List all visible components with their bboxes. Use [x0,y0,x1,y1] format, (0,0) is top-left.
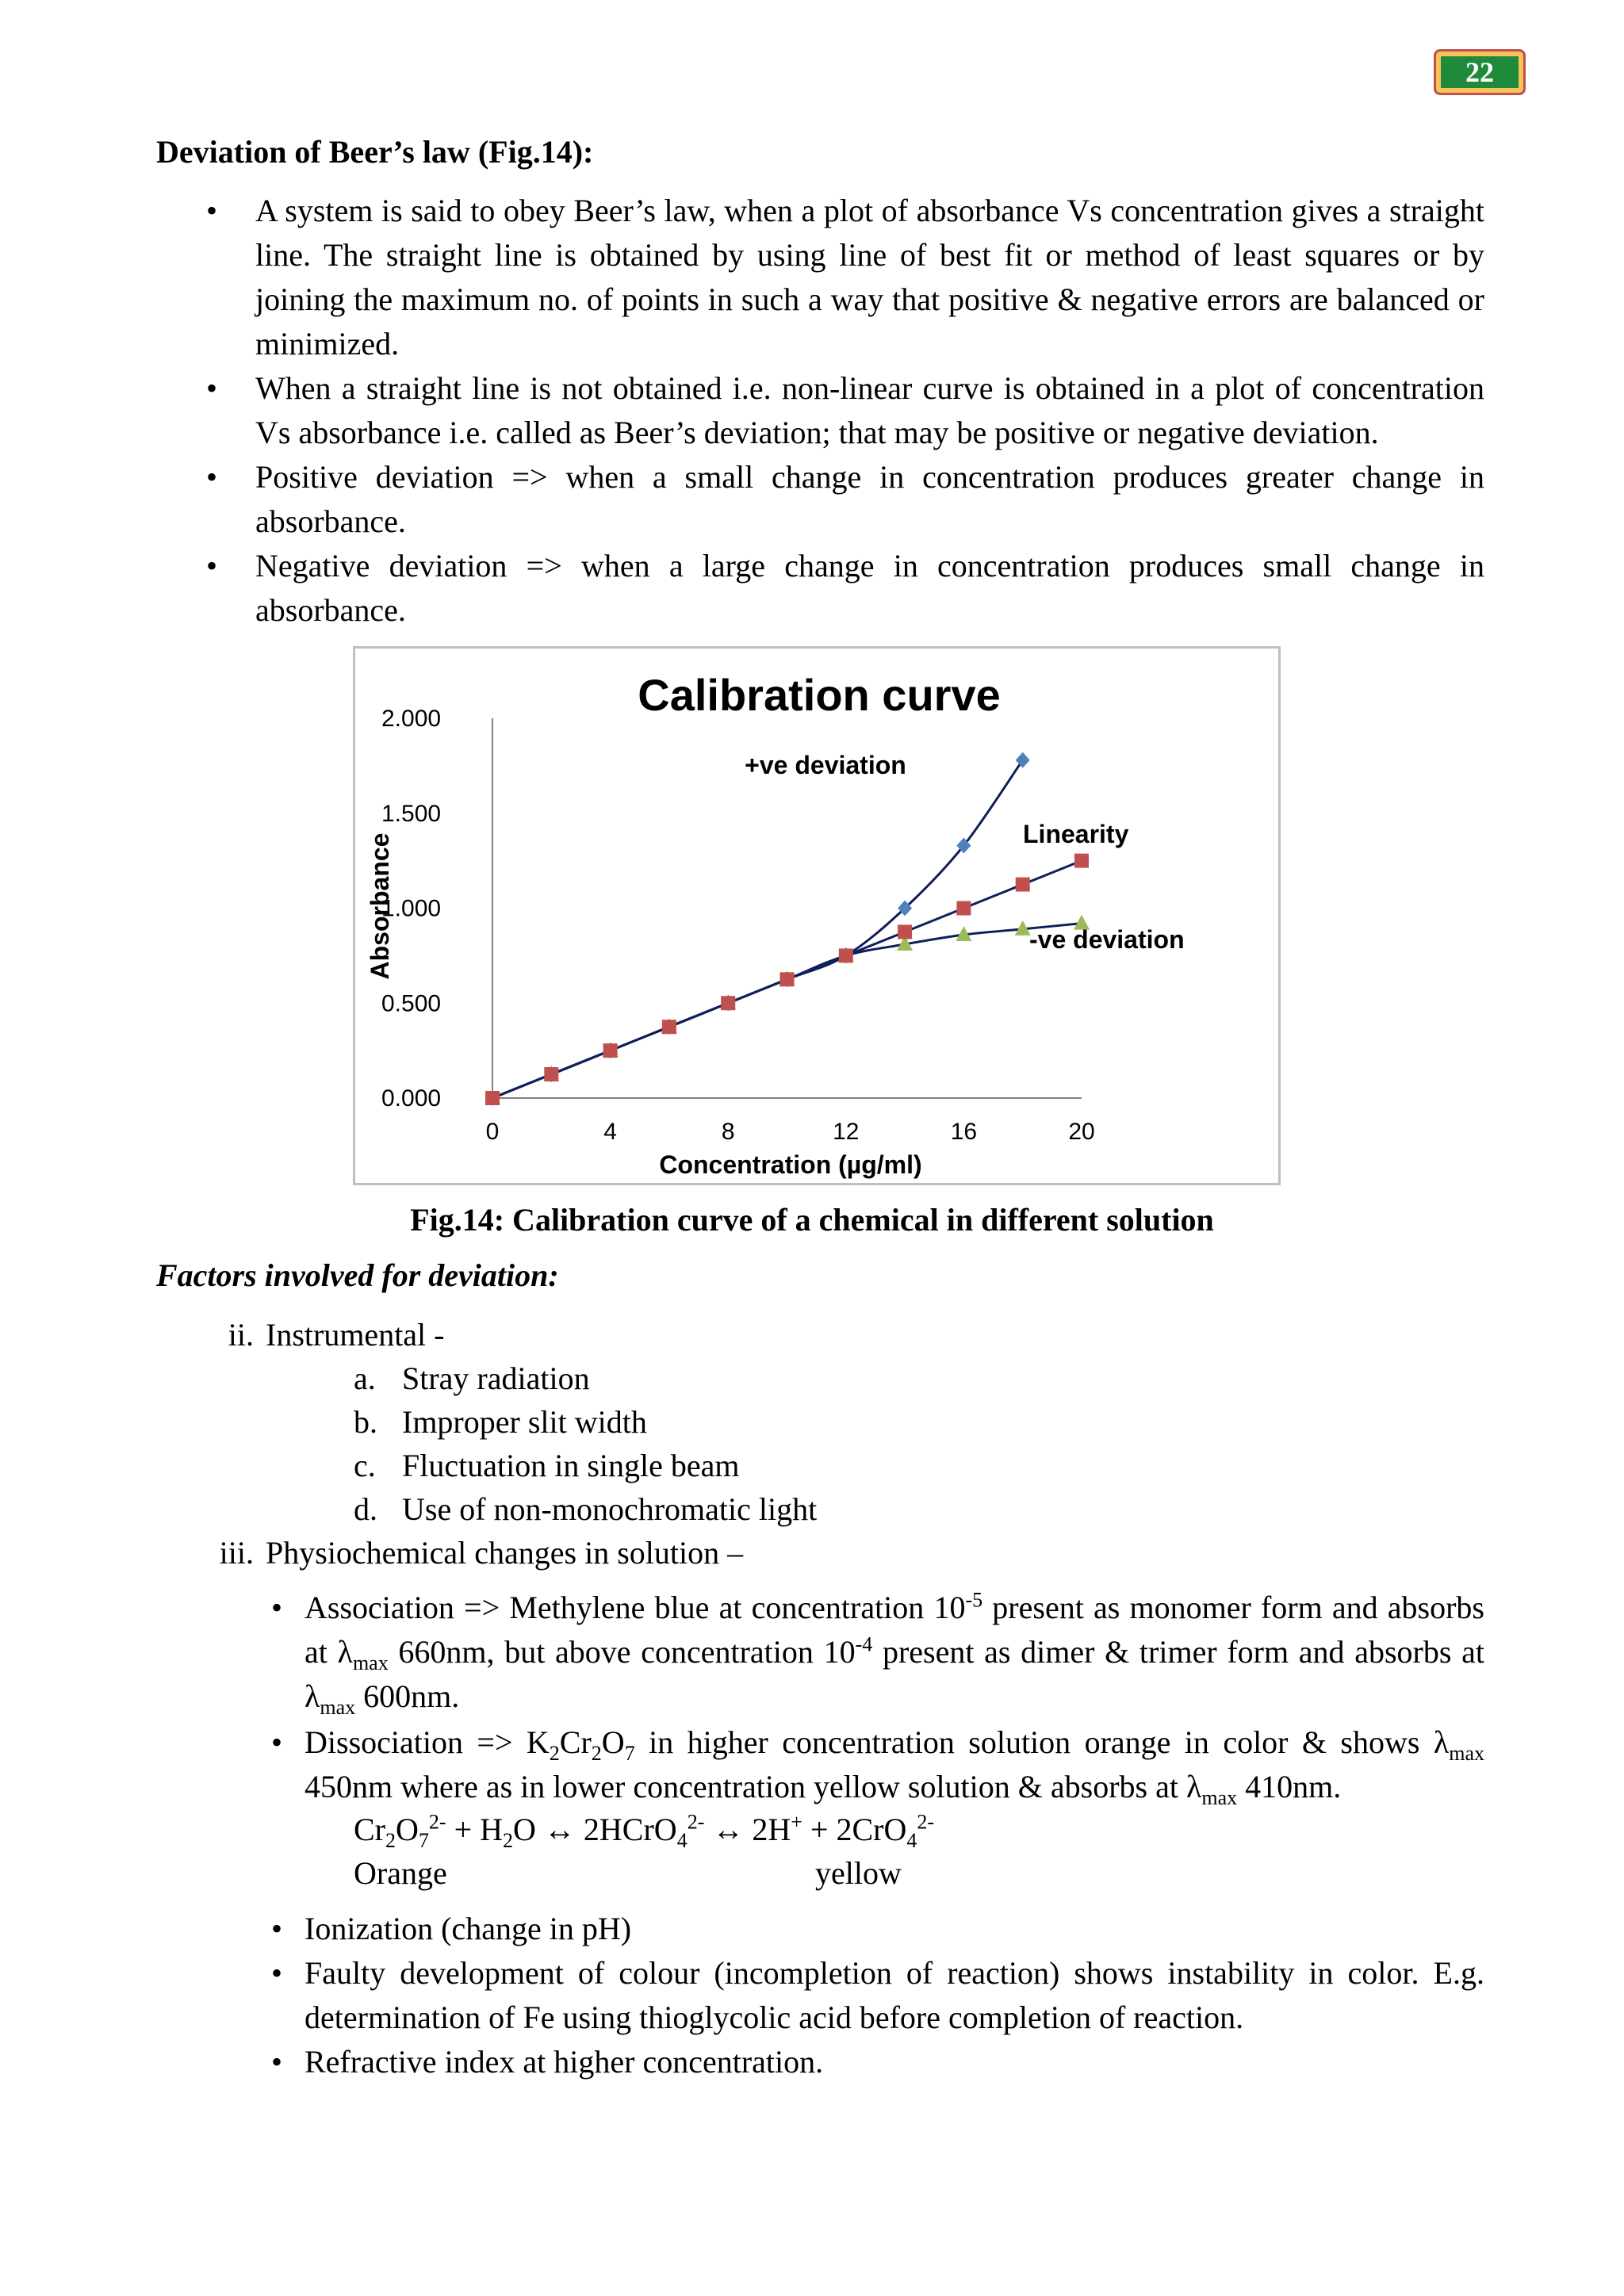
annotation-negative-deviation: -ve deviation [1029,925,1185,954]
page-number: 22 [1441,56,1519,88]
annotation-positive-deviation: +ve deviation [745,751,906,779]
calibration-chart-frame [353,646,1281,1185]
list-item: d. Use of non-monochromatic light [354,1491,818,1527]
yellow-label: yellow [815,1855,902,1891]
orange-label: Orange [354,1855,447,1891]
data-point-linearity [721,996,735,1010]
list-item: c. Fluctuation in single beam [354,1448,740,1483]
page-number-badge [1434,49,1526,95]
series-line [492,924,1082,1098]
list-label: Instrumental - [266,1317,445,1353]
x-tick-label: 8 [721,1119,735,1145]
y-tick-label: 0.500 [381,990,442,1017]
bullet-item: • A system is said to obey Beer’s law, when a plot of absorbance Vs concentration gives a straight line. The straight line is obtained by using line of best fit or method of least squares or by joining the maximum no. of points in such a way that positive & negative errors are balanced or minimized. [206,189,1484,366]
series-line [492,760,1023,1098]
bullet-item: • Negative deviation => when a large change in concentration produces small change in absorbance. [206,544,1484,633]
physiochemical-list [271,1586,1484,1809]
chart-title: Calibration curve [638,670,1001,720]
list-number: ii. [228,1317,254,1353]
data-point-linearity [485,1091,500,1105]
list-item: b. Improper slit width [354,1404,647,1440]
physiochemical-list-continued [271,1907,1484,2084]
chart-curves [492,760,1082,1098]
data-point-linearity [544,1067,558,1081]
y-tick-label: 2.000 [381,706,442,732]
bullet-item: • Refractive index at higher concentration. [271,2040,1484,2084]
figure-caption: Fig.14: Calibration curve of a chemical in different solution [410,1202,1214,1238]
bullet-item: • Positive deviation => when a small change in concentration produces greater change in absorbance. [206,455,1484,544]
calibration-chart [355,649,1278,1183]
data-point-linearity [780,972,795,986]
chart-ticks [381,706,1095,1145]
x-tick-label: 20 [1068,1119,1095,1145]
data-point-linearity [603,1043,618,1058]
list-item: a. Stray radiation [354,1360,590,1396]
data-point-linearity [1074,854,1089,868]
list-number: iii. [219,1535,254,1571]
x-axis-label: Concentration (µg/ml) [659,1150,922,1179]
list-item-physiochemical [201,1531,743,1575]
y-tick-label: 1.500 [381,800,442,827]
list-label: Physiochemical changes in solution – [266,1535,744,1571]
data-point-linearity [662,1020,676,1034]
x-tick-label: 16 [950,1119,978,1145]
bullet-item: • When a straight line is not obtained i.e. non-linear curve is obtained in a plot of concentration Vs absorbance i.e. called as Beer’s deviation; that may be positive or negative deviation. [206,366,1484,455]
bullet-item: • Faulty development of colour (incompletion of reaction) shows instability in color. E.g. determination of Fe using thioglycolic acid before completion of reaction. [271,1951,1484,2040]
data-point-linearity [898,924,912,939]
bullet-item: • Ionization (change in pH) [271,1907,1484,1951]
y-tick-label: 1.000 [381,895,442,922]
y-axis-label: Absorbance [366,832,394,980]
x-tick-label: 0 [485,1119,500,1145]
data-point-linearity [839,948,853,962]
section-heading: Deviation of Beer’s law (Fig.14): [156,134,594,170]
bullet-association: • Association => Methylene blue at concentration $10^{-5}$ present as monomer form and absorbs at $\lambda_{max}$ 660nm, but above concentration $10^{-4}$ present as dimer & trimer form and absorbs at $\lambda_{max}$ 600nm. [271,1586,1484,1719]
deviation-bullet-list [206,189,1484,633]
chemical-equation: $Cr_2O_7^{2-} + H_2O$ ↔ 2HCrO$_4^{2-}$ ↔ 2H+ + 2CrO$_4^{2-}$ [354,1810,935,1852]
chart-markers [485,752,1090,1106]
data-point-linearity [956,901,971,916]
data-point-linearity [1016,878,1030,892]
x-tick-label: 12 [833,1119,860,1145]
bullet-dissociation: • Dissociation => $K_2Cr_2O_7$ in higher concentration solution orange in color & shows $\lambda_{max}$ 450nm where as in lower concentration yellow solution & absorbs at $\lambda_{max}$ 410nm. [271,1720,1484,1809]
annotation-linearity: Linearity [1023,820,1129,848]
list-item-instrumental [201,1313,445,1357]
y-tick-label: 0.000 [381,1085,442,1112]
x-tick-label: 4 [603,1119,617,1145]
factors-heading: Factors involved for deviation: [156,1257,559,1293]
